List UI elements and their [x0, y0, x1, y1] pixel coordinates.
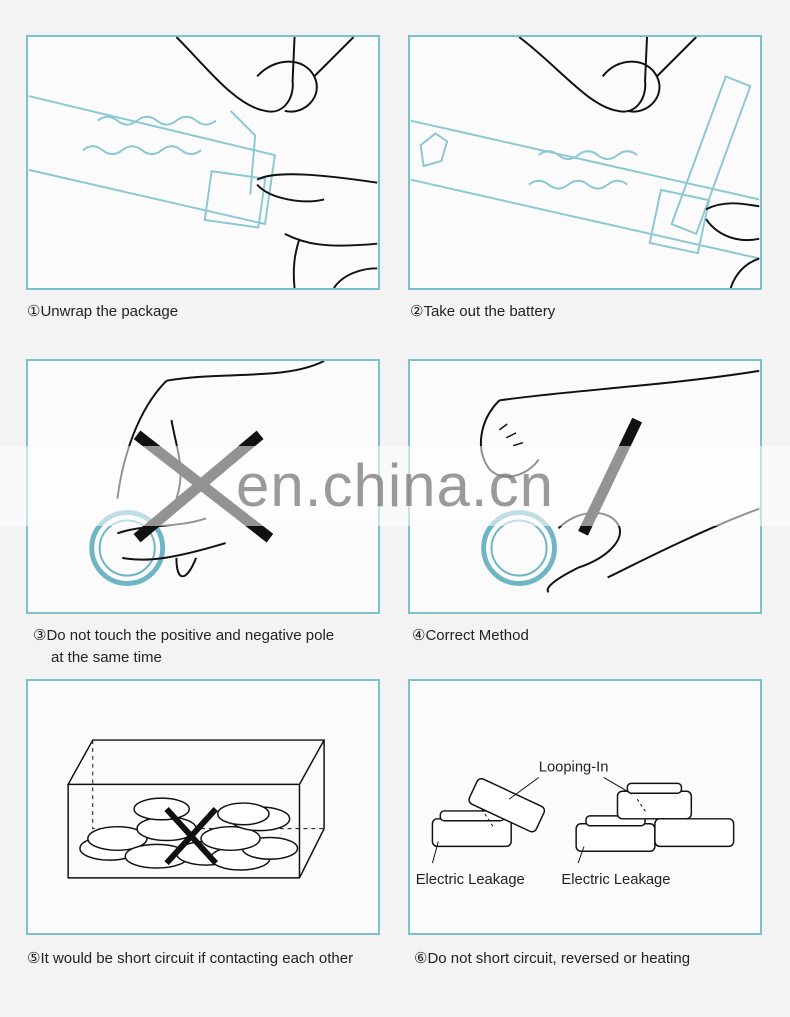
unwrap-package-drawing	[28, 37, 378, 288]
step-6-illustration	[408, 679, 762, 935]
label-electric-leakage-right: Electric Leakage	[561, 871, 671, 888]
step-1-illustration	[26, 35, 380, 290]
label-electric-leakage-left: Electric Leakage	[415, 871, 525, 888]
step-3-caption-line1: ③Do not touch the positive and negative pole	[33, 627, 335, 644]
step-6-caption: ⑥Do not short circuit, reversed or heating	[414, 950, 691, 967]
batteries-in-box-drawing	[28, 681, 378, 933]
step-2-illustration	[408, 35, 762, 290]
short-circuit-diagram	[410, 681, 760, 933]
step-5-illustration	[26, 679, 380, 935]
step-5-caption: ⑤It would be short circuit if contacting each other	[27, 950, 354, 967]
step-3-caption-line2: at the same time	[51, 649, 162, 666]
take-out-battery-drawing	[410, 37, 760, 288]
label-looping-in: Looping-In	[538, 759, 609, 776]
step-3-caption	[33, 625, 334, 669]
step-4-caption: ④Correct Method	[412, 627, 529, 644]
step-1-caption: ①Unwrap the package	[27, 303, 179, 320]
watermark: en.china.cn	[0, 446, 790, 526]
step-2-caption: ②Take out the battery	[410, 303, 556, 320]
